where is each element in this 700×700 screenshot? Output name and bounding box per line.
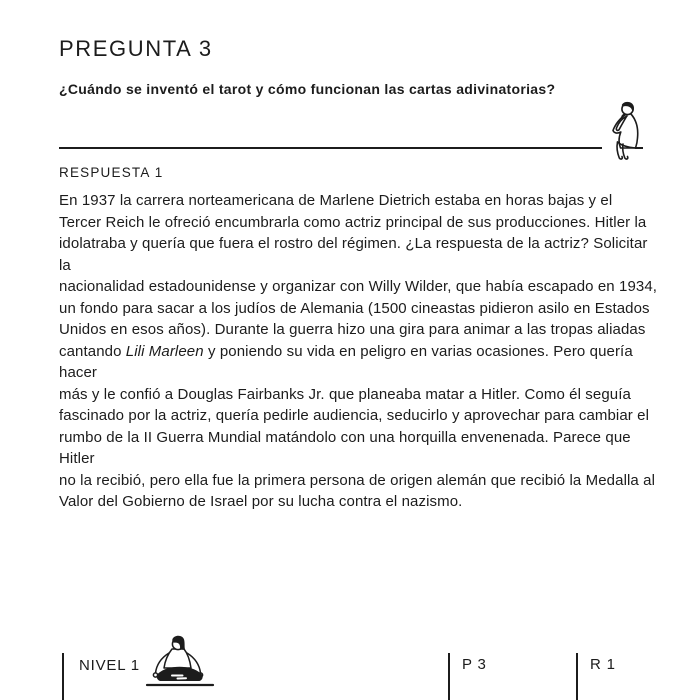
thinker-icon: [593, 100, 645, 164]
meditation-icon: [144, 634, 216, 690]
answer-line: un fondo para sacar a los judíos de Alemania (1500 cineastas pidieron asilo en Estados: [59, 299, 650, 317]
answer-line: más y le confió a Douglas Fairbanks Jr. que planeaba matar a Hitler. Como él seguía: [59, 385, 631, 403]
answer-text: [59, 190, 659, 513]
section-divider-line: [59, 147, 643, 149]
answer-line: nacionalidad estadounidense y organizar con Willy Wilder, que había escapado en 1934,: [59, 278, 658, 295]
footer-divider-left: [62, 653, 64, 700]
answer-line: idolatraba y quería que fuera el rostro del régimen. ¿La respuesta de la actriz? Solicitar la: [59, 235, 648, 274]
footer-divider-mid: [448, 653, 450, 700]
answer-line: Unidos en esos años). Durante la guerra hizo una gira para animar a las tropas aliadas: [59, 321, 646, 338]
page-number-label: P 3: [462, 656, 487, 673]
footer-bar: [0, 645, 700, 700]
answer-line: rumbo de la II Guerra Mundial matándolo con una horquilla envenenada. Parece que Hitler: [59, 428, 631, 467]
answer-line: no la recibió, pero ella fue la primera persona de origen alemán que recibió la Medalla al: [59, 471, 656, 489]
answer-line: Valor del Gobierno de Israel por su lucha contra el nazismo.: [59, 493, 463, 510]
footer-divider-right: [576, 653, 578, 700]
answer-line: Tercer Reich le ofreció encumbrarla como actriz principal de sus producciones. Hitler la: [59, 213, 647, 231]
page-title: PREGUNTA 3: [59, 36, 213, 61]
answer-label: RESPUESTA 1: [59, 165, 164, 180]
answer-line: En 1937 la carrera norteamericana de Marlene Dietrich estaba en horas bajas y el: [59, 192, 613, 209]
answer-line: fascinado por la actriz, quería pedirle audiencia, seducirlo y aprovechar para cambiar el: [59, 407, 650, 424]
answer-line: cantando Lili Marleen y poniendo su vida en peligro en varias ocasiones. Pero quería hacer: [59, 342, 633, 381]
answer-number-label: R 1: [590, 656, 616, 673]
question-text: ¿Cuándo se inventó el tarot y cómo funcionan las cartas adivinatorias?: [59, 81, 556, 97]
level-label: NIVEL 1: [79, 657, 140, 674]
